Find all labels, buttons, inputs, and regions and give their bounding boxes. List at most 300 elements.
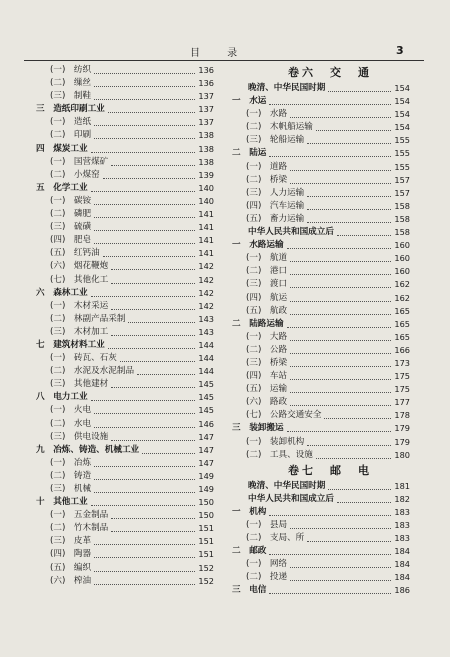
- toc-entry-label: (一) 碳铵: [50, 195, 92, 206]
- toc-leader-dots: [128, 313, 195, 323]
- toc-leader-dots: [324, 409, 391, 419]
- toc-entry-page: 150: [198, 497, 214, 508]
- toc-leader-dots: [111, 300, 195, 310]
- toc-entry-page: 138: [198, 130, 214, 141]
- toc-left-column: [36, 64, 214, 588]
- toc-entry-page: 186: [394, 585, 410, 596]
- toc-entry: [36, 195, 214, 208]
- toc-entry-label: 七 建筑材料工业: [36, 339, 105, 350]
- toc-entry: [36, 208, 214, 221]
- toc-entry: [232, 318, 410, 331]
- toc-entry-label: (二) 水泥及水泥制品: [50, 366, 135, 377]
- toc-leader-dots: [111, 274, 195, 284]
- toc-leader-dots: [287, 318, 391, 328]
- toc-entry: [232, 174, 410, 187]
- toc-leader-dots: [94, 404, 195, 414]
- toc-entry: [232, 187, 410, 200]
- toc-entry-page: 140: [198, 195, 214, 206]
- toc-entry-label: 十 其他工业: [36, 497, 88, 508]
- toc-leader-dots: [287, 239, 391, 249]
- toc-entry: [36, 365, 214, 378]
- toc-entry-label: 卷七 邮 电: [288, 463, 372, 477]
- toc-entry-page: 138: [198, 156, 214, 167]
- toc-entry: [232, 422, 410, 435]
- toc-leader-dots: [94, 64, 195, 74]
- toc-entry-label: (一) 国营煤矿: [50, 156, 109, 167]
- toc-entry-page: 138: [198, 143, 214, 154]
- toc-entry-label: 五 化学工业: [36, 182, 88, 193]
- toc-entry: [232, 584, 410, 597]
- toc-leader-dots: [94, 483, 195, 493]
- toc-entry-label: (六) 烟花鞭炮: [50, 261, 109, 272]
- toc-entry-label: (七) 其他化工: [50, 274, 109, 285]
- toc-entry-page: 160: [394, 253, 410, 264]
- toc-entry-page: 146: [198, 418, 214, 429]
- toc-entry: [232, 147, 410, 160]
- toc-entry-label: (六) 路政: [246, 397, 288, 408]
- toc-leader-dots: [94, 470, 195, 480]
- toc-entry: [36, 287, 214, 300]
- toc-entry: [36, 313, 214, 326]
- toc-entry: [36, 444, 214, 457]
- toc-entry: [36, 103, 214, 116]
- toc-leader-dots: [290, 370, 391, 380]
- toc-entry: [232, 449, 410, 462]
- toc-entry: [232, 571, 410, 584]
- toc-leader-dots: [316, 121, 391, 131]
- toc-entry: [232, 213, 410, 226]
- toc-entry-label: 三 造纸印刷工业: [36, 104, 105, 115]
- toc-entry: [232, 396, 410, 409]
- toc-leader-dots: [111, 156, 195, 166]
- toc-entry: [232, 357, 410, 370]
- toc-leader-dots: [290, 265, 391, 275]
- toc-entry-page: 139: [198, 169, 214, 180]
- toc-entry: [232, 252, 410, 265]
- toc-entry: [36, 274, 214, 287]
- toc-entry-label: (二) 印刷: [50, 130, 92, 141]
- toc-entry-label: (一) 航道: [246, 253, 288, 264]
- toc-entry: [36, 483, 214, 496]
- toc-entry-page: 162: [394, 279, 410, 290]
- toc-entry-label: 二 陆运: [232, 148, 267, 159]
- toc-entry-page: 166: [394, 344, 410, 355]
- toc-entry: [232, 519, 410, 532]
- toc-leader-dots: [94, 208, 195, 218]
- toc-entry-label: (三) 硫磺: [50, 222, 92, 233]
- toc-entry-label: 中华人民共和国成立后: [248, 493, 334, 504]
- toc-entry: [36, 339, 214, 352]
- toc-entry: [36, 404, 214, 417]
- toc-entry-label: 晚清、中华民国时期: [248, 480, 326, 491]
- toc-entry: [232, 305, 410, 318]
- toc-entry-label: (七) 公路交通安全: [246, 410, 322, 421]
- toc-entry-label: (四) 汽车运输: [246, 200, 305, 211]
- toc-entry-page: 145: [198, 379, 214, 390]
- toc-entry-page: 137: [198, 117, 214, 128]
- toc-entry-page: 141: [198, 248, 214, 259]
- toc-entry-page: 154: [394, 83, 410, 93]
- toc-leader-dots: [94, 535, 195, 545]
- toc-entry-page: 183: [394, 533, 410, 544]
- toc-leader-dots: [94, 575, 195, 585]
- toc-entry-label: 四 煤炭工业: [36, 143, 88, 154]
- toc-entry-page: 152: [198, 575, 214, 586]
- toc-entry-label: 九 冶炼、铸造、机械工业: [36, 444, 140, 455]
- toc-entry: [232, 436, 410, 449]
- toc-leader-dots: [328, 480, 391, 490]
- toc-leader-dots: [290, 519, 391, 529]
- toc-entry: [232, 121, 410, 134]
- toc-entry: [36, 562, 214, 575]
- toc-entry-page: 154: [394, 109, 410, 120]
- toc-entry-page: 155: [394, 148, 410, 159]
- toc-entry-page: 137: [198, 104, 214, 115]
- toc-entry-label: 晚清、中华民国时期: [248, 83, 326, 93]
- toc-entry: [232, 108, 410, 121]
- toc-entry-page: 157: [394, 187, 410, 198]
- toc-entry: [232, 95, 410, 108]
- toc-entry-page: 183: [394, 506, 410, 517]
- toc-entry-page: 155: [394, 161, 410, 172]
- toc-leader-dots: [269, 584, 391, 594]
- toc-entry-label: (二) 林副产品采制: [50, 313, 126, 324]
- toc-entry-page: 142: [198, 274, 214, 285]
- toc-entry-label: (五) 编织: [50, 562, 92, 573]
- toc-entry-label: (四) 陶器: [50, 549, 92, 560]
- toc-entry: [36, 260, 214, 273]
- toc-entry-page: 136: [198, 78, 214, 89]
- toc-entry-page: 162: [394, 292, 410, 303]
- toc-entry-label: (六) 榨油: [50, 575, 92, 586]
- toc-entry-label: (三) 制鞋: [50, 91, 92, 102]
- toc-entry-page: 147: [198, 431, 214, 442]
- toc-entry-page: 182: [394, 493, 410, 504]
- toc-entry: [36, 352, 214, 365]
- toc-leader-dots: [307, 134, 391, 144]
- toc-leader-dots: [290, 278, 391, 288]
- toc-leader-dots: [94, 77, 195, 87]
- toc-entry-label: 卷六 交 通: [288, 66, 372, 79]
- toc-leader-dots: [269, 95, 391, 105]
- toc-entry: [232, 558, 410, 571]
- toc-entry-page: 136: [198, 65, 214, 75]
- toc-entry-page: 179: [394, 436, 410, 447]
- toc-entry: [232, 239, 410, 252]
- toc-entry-page: 141: [198, 222, 214, 233]
- toc-entry: [232, 506, 410, 519]
- toc-entry: [36, 418, 214, 431]
- header-rule: [24, 60, 424, 61]
- toc-entry-label: (一) 道路: [246, 161, 288, 172]
- toc-entry-page: 147: [198, 457, 214, 468]
- toc-leader-dots: [108, 103, 195, 113]
- toc-leader-dots: [290, 396, 391, 406]
- toc-entry-label: (一) 县局: [246, 520, 288, 530]
- toc-entry-page: 184: [394, 559, 410, 570]
- toc-entry: [36, 90, 214, 103]
- toc-leader-dots: [142, 444, 195, 454]
- toc-leader-dots: [307, 187, 391, 197]
- page-header-title: 目 录: [190, 48, 250, 59]
- toc-leader-dots: [290, 305, 391, 315]
- toc-leader-dots: [94, 457, 195, 467]
- toc-entry-label: (二) 铸造: [50, 470, 92, 481]
- toc-entry-label: 二 陆路运输: [232, 318, 284, 329]
- toc-entry: [36, 300, 214, 313]
- toc-entry: [232, 331, 410, 344]
- toc-entry: [232, 409, 410, 422]
- toc-leader-dots: [290, 292, 391, 302]
- toc-leader-dots: [91, 182, 195, 192]
- toc-leader-dots: [290, 344, 391, 354]
- toc-entry: [232, 82, 410, 95]
- toc-leader-dots: [94, 548, 195, 558]
- toc-entry-page: 155: [394, 135, 410, 146]
- toc-entry-label: 中华人民共和国成立后: [248, 227, 334, 238]
- toc-leader-dots: [307, 213, 391, 223]
- toc-entry: [232, 134, 410, 147]
- toc-entry-label: (三) 轮船运输: [246, 135, 305, 146]
- toc-entry-label: (四) 航运: [246, 292, 288, 303]
- toc-entry-page: 143: [198, 313, 214, 324]
- toc-entry: [232, 370, 410, 383]
- toc-entry: [36, 143, 214, 156]
- toc-leader-dots: [316, 449, 391, 459]
- toc-entry-page: 154: [394, 96, 410, 107]
- toc-entry-page: 160: [394, 240, 410, 251]
- toc-entry: [232, 493, 410, 506]
- toc-entry: [232, 200, 410, 213]
- toc-leader-dots: [111, 509, 195, 519]
- toc-right-column: [232, 64, 410, 598]
- toc-entry-label: (五) 畜力运输: [246, 213, 305, 224]
- toc-leader-dots: [307, 200, 391, 210]
- toc-entry: [36, 234, 214, 247]
- toc-leader-dots: [94, 116, 195, 126]
- toc-leader-dots: [290, 331, 391, 341]
- toc-entry: [232, 545, 410, 558]
- toc-entry: [36, 129, 214, 142]
- toc-entry-label: (二) 公路: [246, 344, 288, 355]
- toc-entry-label: (一) 装卸机构: [246, 436, 305, 447]
- toc-leader-dots: [290, 558, 391, 568]
- toc-leader-dots: [287, 422, 391, 432]
- toc-leader-dots: [290, 161, 391, 171]
- toc-leader-dots: [94, 234, 195, 244]
- toc-leader-dots: [94, 129, 195, 139]
- toc-entry-label: (三) 机械: [50, 484, 92, 494]
- toc-entry-label: (四) 肥皂: [50, 235, 92, 246]
- toc-entry-label: (四) 车站: [246, 371, 288, 382]
- toc-leader-dots: [120, 352, 195, 362]
- toc-entry: [36, 391, 214, 404]
- toc-entry-page: 137: [198, 91, 214, 102]
- toc-entry: [232, 344, 410, 357]
- toc-leader-dots: [290, 571, 391, 581]
- toc-entry: [232, 383, 410, 396]
- toc-entry-label: 一 机构: [232, 506, 267, 517]
- toc-entry-label: (二) 桥梁: [246, 174, 288, 185]
- toc-entry-label: (二) 竹木制品: [50, 523, 109, 534]
- toc-leader-dots: [269, 545, 391, 555]
- toc-entry-page: 144: [198, 339, 214, 350]
- toc-leader-dots: [91, 496, 195, 506]
- toc-leader-dots: [103, 169, 195, 179]
- toc-leader-dots: [91, 143, 195, 153]
- toc-entry-label: (三) 人力运输: [246, 187, 305, 198]
- toc-entry-page: 142: [198, 287, 214, 298]
- toc-leader-dots: [290, 174, 391, 184]
- toc-entry: [36, 326, 214, 339]
- toc-entry-page: 154: [394, 122, 410, 133]
- toc-entry-page: 158: [394, 200, 410, 211]
- toc-leader-dots: [337, 493, 391, 503]
- toc-entry-page: 151: [198, 549, 214, 560]
- toc-entry-page: 177: [394, 397, 410, 408]
- toc-entry-label: (二) 工具、设施: [246, 449, 313, 460]
- toc-entry-page: 183: [394, 520, 410, 530]
- toc-entry-label: 六 森林工业: [36, 287, 88, 298]
- toc-entry-label: 一 水路运输: [232, 240, 284, 251]
- toc-entry: [36, 116, 214, 129]
- toc-entry: [232, 265, 410, 278]
- toc-entry: [36, 431, 214, 444]
- toc-entry-page: 173: [394, 357, 410, 368]
- toc-entry: [36, 169, 214, 182]
- toc-entry: [36, 575, 214, 588]
- toc-volume-heading: [232, 64, 410, 82]
- toc-entry-page: 141: [198, 235, 214, 246]
- toc-leader-dots: [91, 391, 195, 401]
- toc-entry-label: (五) 航政: [246, 305, 288, 316]
- toc-leader-dots: [108, 339, 195, 349]
- toc-entry: [36, 548, 214, 561]
- toc-entry-page: 175: [394, 371, 410, 382]
- toc-leader-dots: [137, 365, 195, 375]
- toc-entry-label: (三) 桥梁: [246, 357, 288, 368]
- toc-entry-page: 151: [198, 523, 214, 534]
- toc-entry-page: 141: [198, 209, 214, 220]
- toc-leader-dots: [111, 378, 195, 388]
- toc-entry-page: 145: [198, 405, 214, 416]
- toc-entry-label: 一 水运: [232, 96, 267, 107]
- toc-leader-dots: [290, 383, 391, 393]
- toc-entry-label: (一) 水路: [246, 109, 288, 120]
- toc-entry-page: 147: [198, 444, 214, 455]
- toc-leader-dots: [94, 562, 195, 572]
- toc-leader-dots: [111, 431, 195, 441]
- toc-entry-page: 158: [394, 227, 410, 238]
- toc-leader-dots: [94, 90, 195, 100]
- toc-entry-label: (一) 木材采运: [50, 300, 109, 311]
- toc-entry-label: (二) 支局、所: [246, 533, 305, 544]
- toc-entry-page: 149: [198, 484, 214, 494]
- toc-entry-label: (三) 皮革: [50, 536, 92, 547]
- toc-entry-page: 175: [394, 384, 410, 395]
- toc-entry-page: 140: [198, 182, 214, 193]
- toc-leader-dots: [290, 108, 391, 118]
- toc-entry-page: 184: [394, 572, 410, 583]
- toc-entry-page: 152: [198, 562, 214, 573]
- toc-entry-page: 144: [198, 366, 214, 377]
- toc-entry-label: 三 电信: [232, 585, 267, 596]
- toc-leader-dots: [328, 82, 391, 92]
- toc-entry: [232, 161, 410, 174]
- toc-entry: [36, 77, 214, 90]
- toc-entry: [36, 64, 214, 77]
- toc-entry-label: (三) 供电设施: [50, 431, 109, 442]
- toc-entry-page: 160: [394, 266, 410, 277]
- toc-entry-label: (二) 港口: [246, 266, 288, 277]
- toc-entry: [36, 182, 214, 195]
- toc-entry-label: (二) 投递: [246, 572, 288, 583]
- toc-entry: [232, 532, 410, 545]
- toc-entry: [36, 522, 214, 535]
- toc-entry: [36, 247, 214, 260]
- toc-leader-dots: [111, 522, 195, 532]
- toc-entry-page: 158: [394, 213, 410, 224]
- toc-entry-label: (三) 木材加工: [50, 326, 109, 337]
- toc-entry-label: (二) 木帆船运输: [246, 122, 313, 133]
- toc-entry-label: (二) 缫丝: [50, 78, 92, 89]
- toc-entry-label: (一) 纺织: [50, 65, 92, 75]
- toc-leader-dots: [94, 418, 195, 428]
- toc-entry: [36, 509, 214, 522]
- toc-entry: [36, 378, 214, 391]
- toc-entry-page: 150: [198, 510, 214, 521]
- toc-entry-page: 157: [394, 174, 410, 185]
- toc-entry: [36, 221, 214, 234]
- toc-entry: [36, 457, 214, 470]
- toc-entry-page: 165: [394, 305, 410, 316]
- toc-entry-label: (二) 水电: [50, 418, 92, 429]
- page-number: 3: [396, 44, 404, 57]
- toc-entry-page: 180: [394, 449, 410, 460]
- toc-leader-dots: [94, 221, 195, 231]
- toc-leader-dots: [111, 326, 195, 336]
- toc-entry: [232, 480, 410, 493]
- toc-entry-page: 179: [394, 423, 410, 434]
- toc-entry-page: 181: [394, 480, 410, 491]
- toc-entry-label: (五) 红钙油: [50, 248, 100, 259]
- toc-leader-dots: [91, 287, 195, 297]
- toc-entry-page: 149: [198, 470, 214, 481]
- toc-leader-dots: [307, 436, 391, 446]
- toc-leader-dots: [111, 260, 195, 270]
- toc-leader-dots: [290, 252, 391, 262]
- toc-entry-label: (一) 造纸: [50, 117, 92, 128]
- toc-entry-label: (一) 火电: [50, 405, 92, 416]
- toc-leader-dots: [94, 195, 195, 205]
- toc-entry-label: (三) 其他建材: [50, 379, 109, 390]
- toc-entry-label: 二 邮政: [232, 546, 267, 557]
- toc-entry-label: (一) 冶炼: [50, 457, 92, 468]
- toc-entry: [232, 292, 410, 305]
- toc-entry-page: 151: [198, 536, 214, 547]
- toc-entry-label: (二) 磷肥: [50, 209, 92, 220]
- toc-entry-label: 八 电力工业: [36, 392, 88, 403]
- toc-entry-page: 142: [198, 261, 214, 272]
- toc-entry-label: (二) 小煤窑: [50, 169, 100, 180]
- toc-entry-label: (一) 网络: [246, 559, 288, 570]
- toc-entry: [36, 496, 214, 509]
- toc-leader-dots: [269, 147, 391, 157]
- toc-entry-label: (一) 五金制品: [50, 510, 109, 521]
- toc-entry-page: 184: [394, 546, 410, 557]
- toc-entry: [36, 535, 214, 548]
- toc-leader-dots: [307, 532, 391, 542]
